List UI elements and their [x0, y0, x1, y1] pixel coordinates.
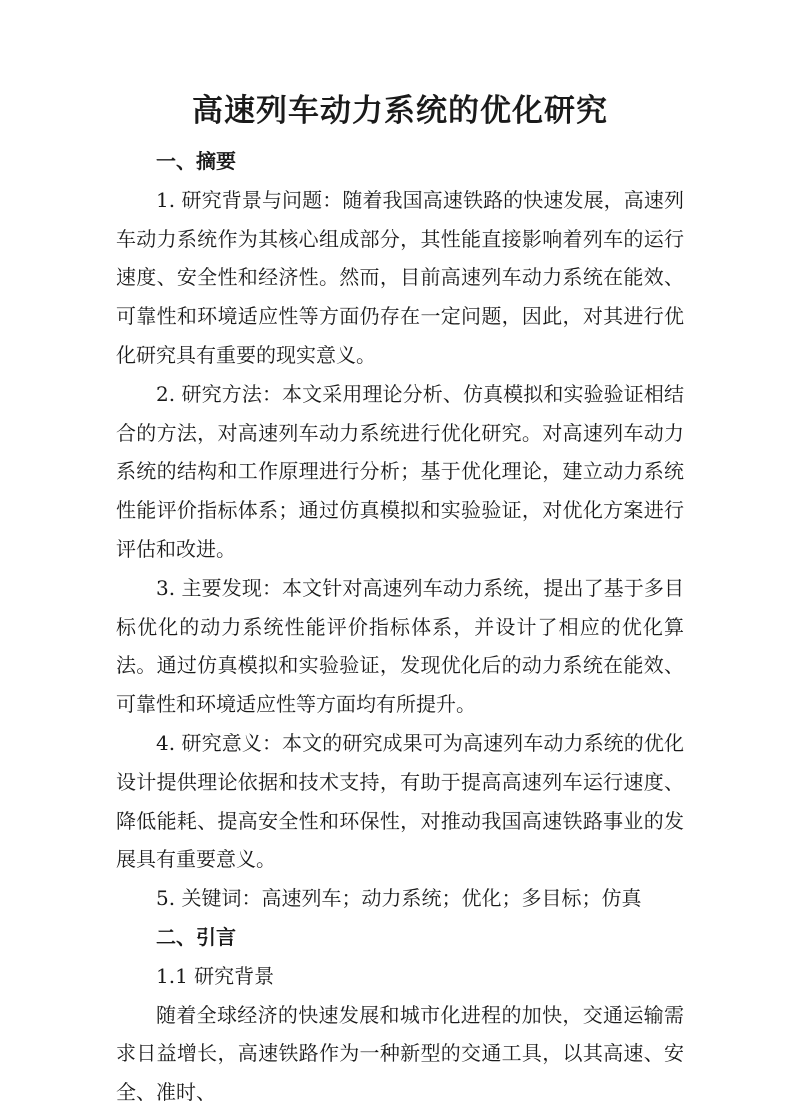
document-body: [116, 142, 684, 1112]
abstract-paragraph-1: 1. 研究背景与问题：随着我国高速铁路的快速发展，高速列车动力系统作为其核心组成部分，其性能直接影响着列车的运行速度、安全性和经济性。然而，目前高速列车动力系统在能效、可靠性和环境适应性等方面仍存在一定问题，因此，对其进行优化研究具有重要的现实意义。: [116, 187, 684, 367]
section-heading-abstract: 一、摘要: [156, 149, 236, 173]
abstract-paragraph-4: 4. 研究意义：本文的研究成果可为高速列车动力系统的优化设计提供理论依据和技术支持，有助于提高高速列车运行速度、降低能耗、提高安全性和环保性，对推动我国高速铁路事业的发展具有重要意义。: [116, 730, 684, 872]
abstract-paragraph-3: 3. 主要发现：本文针对高速列车动力系统，提出了基于多目标优化的动力系统性能评价指标体系，并设计了相应的优化算法。通过仿真模拟和实验验证，发现优化后的动力系统在能效、可靠性和环境适应性等方面均有所提升。: [116, 575, 684, 717]
subsection-heading-background: 1.1 研究背景: [156, 963, 275, 988]
abstract-paragraph-5-keywords: 5. 关键词：高速列车；动力系统；优化；多目标；仿真: [156, 886, 642, 911]
introduction-paragraph-1: 随着全球经济的快速发展和城市化进程的加快，交通运输需求日益增长，高速铁路作为一种新型的交通工具，以其高速、安全、准时、: [116, 1002, 684, 1105]
abstract-paragraph-2: 2. 研究方法：本文采用理论分析、仿真模拟和实验验证相结合的方法，对高速列车动力系统进行优化研究。对高速列车动力系统的结构和工作原理进行分析；基于优化理论，建立动力系统性能评价指标体系；通过仿真模拟和实验验证，对优化方案进行评估和改进。: [116, 381, 684, 561]
section-heading-introduction: 二、引言: [156, 924, 236, 949]
document-title: 高速列车动力系统的优化研究: [192, 93, 608, 129]
